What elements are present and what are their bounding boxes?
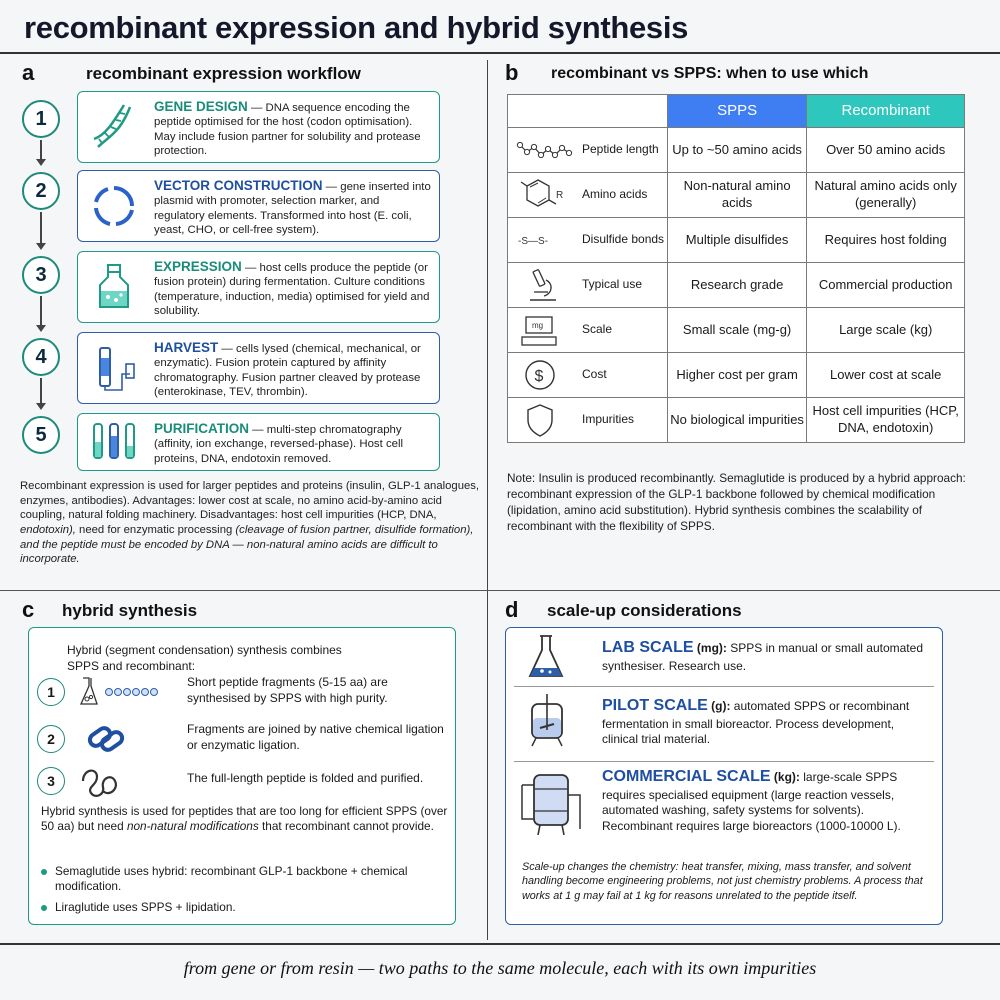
- panel-d-title: scale-up considerations: [547, 601, 742, 620]
- step-arrow: [40, 140, 42, 164]
- table-row: [508, 308, 965, 353]
- step-text: — multi-step chromatography (affinity, ion exchange, reversed-phase). Host cell proteins, DNA, endotoxin removed.: [154, 424, 404, 465]
- benzene-r-label: R: [556, 190, 564, 201]
- commercial-scale-head: COMMERCIAL SCALE: [602, 768, 771, 785]
- step-arrow: [40, 378, 42, 408]
- disulfide-label: -S—S-: [518, 236, 548, 247]
- disulfide-icon: [516, 221, 574, 259]
- panel-c-letter: c: [22, 597, 35, 622]
- chain-link-icon: [75, 719, 195, 759]
- feature-cell: [508, 218, 668, 263]
- feature-label: Impurities: [582, 412, 635, 427]
- feature-label: Scale: [582, 322, 613, 337]
- step-text: — gene inserted into plasmid with promoter, selection marker, and regulatory elements. Transformed into host (E. coli, yeast, CHO, or cell-free system).: [154, 181, 431, 237]
- industrial-tank-icon: [518, 769, 584, 839]
- feature-label: Peptide length: [582, 142, 659, 157]
- panel-a-title: recombinant expression workflow: [86, 64, 361, 83]
- hybrid-step-number: 3: [37, 767, 65, 795]
- spps-cell: Non-natural amino acids: [667, 173, 807, 218]
- hybrid-step-text: Fragments are joined by native chemical ligation or enzymatic ligation.: [187, 722, 444, 752]
- lab-scale-head: LAB SCALE: [602, 639, 694, 656]
- row-separator: [514, 761, 934, 762]
- step-5-number: 5: [22, 416, 60, 454]
- commercial-scale-unit: (kg):: [770, 770, 800, 784]
- test-tubes-icon: [88, 418, 140, 466]
- hybrid-synthesis-box: [28, 627, 456, 925]
- chromatography-column-icon: [88, 344, 140, 392]
- feature-cell: [508, 353, 668, 398]
- panel-a-description: [20, 479, 482, 567]
- title-rule: [0, 52, 1000, 54]
- commercial-scale-text: [602, 767, 932, 835]
- hybrid-step-number: 2: [37, 725, 65, 753]
- panel-a-italic: (cleavage of fusion partner, disulfide formation), and the peptide must be encoded by DNA — non-natural amino acids are difficult to incorporate.: [20, 524, 474, 566]
- step-text: — cells lysed (chemical, mechanical, or enzymatic). Fusion protein captured by affinity chromatography. Fusion partner cleaved by protease (enterokinase, TEV, thrombin).: [154, 343, 421, 399]
- recombinant-cell: Requires host folding: [807, 218, 965, 263]
- hybrid-step-number: 1: [37, 678, 65, 706]
- panel-b-note: Note: Insulin is produced recombinantly. Semaglutide is produced by a hybrid approach: recombinant expression of the GLP-1 backbone followed by chemical modification (lipidation, amino acid substitution). Hybrid synthesis combines the scalability of recombinant with the flexibility of SPPS.: [507, 471, 966, 533]
- panel-a-letter: a: [22, 60, 35, 85]
- pilot-scale-head: PILOT SCALE: [602, 697, 708, 714]
- feature-cell: [508, 308, 668, 353]
- commercial-scale-desc: large-scale SPPS requires specialised equipment (large reaction vessels, automated washing, safety systems for solvents). Recombinant requires large bioreactors (1000-10000 L).: [602, 770, 901, 833]
- hybrid-italic: non-natural modifications: [126, 819, 259, 834]
- feature-label: Typical use: [582, 277, 643, 292]
- step-gene-design: [77, 91, 440, 163]
- table-row: [508, 398, 965, 443]
- scale-up-note: Scale-up changes the chemistry: heat transfer, mixing, mass transfer, and solvent handling become engineering problems, not just chemistry problems. A process that works at 1 g may fail at 1 kg for reasons unrelated to the peptide itself.: [522, 861, 923, 902]
- hybrid-text: that recombinant cannot provide.: [258, 819, 434, 834]
- dna-icon: [88, 103, 140, 151]
- page-title: recombinant expression and hybrid synthesis: [24, 10, 689, 45]
- step-expression: [77, 251, 440, 323]
- table-row: [508, 218, 965, 263]
- pilot-scale-desc: automated SPPS or recombinant fermentation in small bioreactor. Process development, clinical trial material.: [602, 699, 910, 747]
- feature-cell: [508, 128, 668, 173]
- step-text: — host cells produce the peptide (or fusion protein) during fermentation. Culture conditions (temperature, induction, media) optimised for yield and solubility.: [154, 262, 430, 318]
- step-text: — DNA sequence encoding the peptide optimised for the host (codon optimisation). May include fusion partner for solubility and protease protection.: [154, 102, 421, 158]
- table-row: [508, 128, 965, 173]
- culture-flask-icon: [88, 263, 140, 311]
- panel-b-title: recombinant vs SPPS: when to use which: [551, 65, 869, 82]
- lab-scale-desc: SPPS in manual or small automated synthesiser. Research use.: [602, 641, 923, 673]
- step-arrow: [40, 212, 42, 248]
- spps-cell: Multiple disulfides: [667, 218, 807, 263]
- feature-label: Cost: [582, 367, 607, 382]
- hybrid-bullet-liraglutide: Liraglutide uses SPPS + lipidation.: [41, 900, 451, 915]
- feature-label: Amino acids: [582, 187, 648, 202]
- lab-scale-text: [602, 638, 932, 674]
- table-header-row: [508, 95, 965, 128]
- hybrid-step-3: [37, 761, 447, 801]
- feature-cell: [508, 173, 668, 218]
- step-vector-construction: [77, 170, 440, 242]
- bioreactor-icon: [518, 692, 576, 748]
- step-head: HARVEST: [154, 340, 219, 355]
- table-row: [508, 173, 965, 218]
- step-1-number: 1: [22, 100, 60, 138]
- recombinant-cell: Lower cost at scale: [807, 353, 965, 398]
- recombinant-cell: Large scale (kg): [807, 308, 965, 353]
- panel-a-italic: endotoxin),: [20, 524, 76, 537]
- panel-d-letter: d: [505, 597, 519, 622]
- recombinant-cell: Over 50 amino acids: [807, 128, 965, 173]
- recombinant-cell: Host cell impurities (HCP, DNA, endotoxin): [807, 398, 965, 443]
- step-head: VECTOR CONSTRUCTION: [154, 178, 323, 193]
- spps-cell: No biological impurities: [667, 398, 807, 443]
- plasmid-icon: [88, 182, 140, 230]
- footer-rule: [0, 943, 1000, 945]
- table-row: [508, 263, 965, 308]
- spps-cell: Up to ~50 amino acids: [667, 128, 807, 173]
- step-head: EXPRESSION: [154, 259, 242, 274]
- spps-cell: Research grade: [667, 263, 807, 308]
- footer-caption: from gene or from resin — two paths to the same molecule, each with its own impurities: [183, 958, 817, 978]
- step-3-number: 3: [22, 256, 60, 294]
- step-head: PURIFICATION: [154, 421, 249, 436]
- peptide-chain-icon: [516, 131, 574, 169]
- step-head: GENE DESIGN: [154, 99, 248, 114]
- feature-cell: [508, 398, 668, 443]
- flask-beads-icon: [75, 672, 195, 712]
- table-row: [508, 353, 965, 398]
- hybrid-text: Hybrid synthesis is used for peptides that are too long for efficient SPPS (over 50 aa) but need: [41, 804, 448, 834]
- hybrid-description: [41, 804, 451, 835]
- microscope-icon: [516, 266, 574, 304]
- step-purification: [77, 413, 440, 471]
- feature-label: Disulfide bonds: [582, 232, 665, 247]
- benzene-ring-icon: [516, 176, 574, 214]
- scale-mg-label: mg: [532, 321, 544, 330]
- hybrid-step-2: [37, 719, 447, 759]
- hybrid-step-text: The full-length peptide is folded and purified.: [187, 771, 424, 785]
- step-arrow: [40, 296, 42, 330]
- folded-peptide-icon: [75, 761, 195, 801]
- hybrid-intro: Hybrid (segment condensation) synthesis combines SPPS and recombinant:: [67, 643, 342, 673]
- panel-b-letter: b: [505, 60, 519, 85]
- scale-icon: [516, 311, 574, 349]
- spps-cell: Small scale (mg-g): [667, 308, 807, 353]
- pilot-scale-text: [602, 696, 932, 748]
- dollar-symbol: $: [534, 368, 544, 385]
- erlenmeyer-flask-icon: [518, 632, 576, 688]
- feature-cell: [508, 263, 668, 308]
- spps-cell: Higher cost per gram: [667, 353, 807, 398]
- hybrid-step-text: Short peptide fragments (5-15 aa) are synthesised by SPPS with high purity.: [187, 675, 388, 705]
- hybrid-step-1: [37, 672, 447, 712]
- header-spps: SPPS: [667, 95, 807, 128]
- row-separator: [514, 686, 934, 687]
- horizontal-divider: [0, 590, 1000, 591]
- step-4-number: 4: [22, 338, 60, 376]
- shield-icon: [516, 401, 574, 439]
- header-blank: [508, 95, 668, 128]
- hybrid-bullet-semaglutide: Semaglutide uses hybrid: recombinant GLP-1 backbone + chemical modification.: [41, 864, 451, 895]
- step-harvest: [77, 332, 440, 404]
- comparison-table: [507, 94, 965, 443]
- vertical-divider: [487, 60, 488, 940]
- dollar-icon: [516, 356, 574, 394]
- panel-a-text: Recombinant expression is used for larger peptides and proteins (insulin, GLP-1 analogues, enzymes, antibodies). Advantages: lower cost at scale, no amino acid-by-amino acid coupling, natural folding machinery. Disadvantages: host cell impurities (HCP, DNA,: [20, 480, 480, 522]
- header-recombinant: Recombinant: [807, 95, 965, 128]
- scale-up-box: [505, 627, 943, 925]
- recombinant-cell: Commercial production: [807, 263, 965, 308]
- panel-a-text: need for enzymatic processing: [75, 524, 236, 537]
- panel-c-title: hybrid synthesis: [62, 601, 198, 620]
- step-2-number: 2: [22, 172, 60, 210]
- pilot-scale-unit: (g):: [707, 699, 731, 713]
- recombinant-cell: Natural amino acids only (generally): [807, 173, 965, 218]
- lab-scale-unit: (mg):: [693, 641, 727, 655]
